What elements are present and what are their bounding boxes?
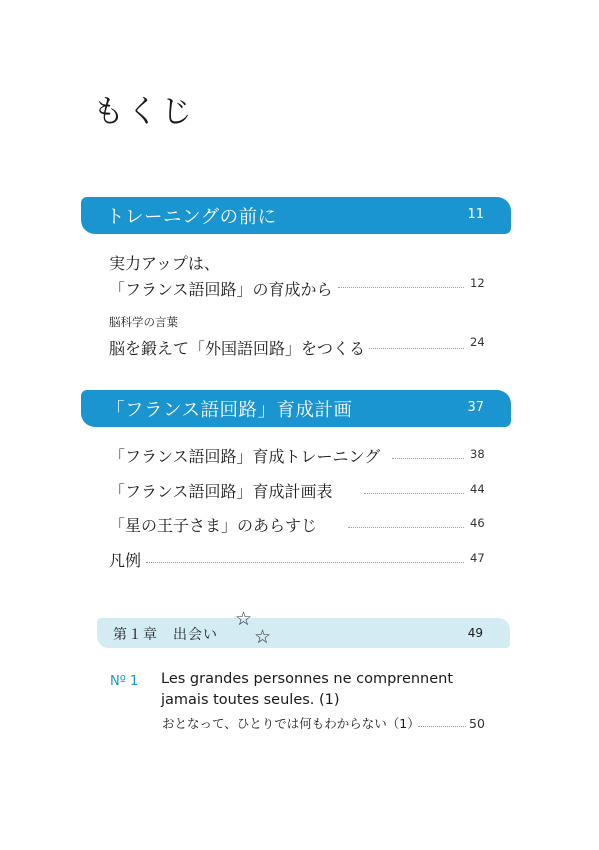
lesson-french-line: Les grandes personnes ne comprennent (161, 671, 454, 687)
lesson-japanese-title: おとなって、ひとりでは何もわからない（1） (162, 716, 420, 731)
toc-page-number: 24 (470, 335, 485, 349)
toc-entry-text: 「フランス語回路」育成トレーニング (109, 447, 384, 466)
star-icon: ☆ (254, 626, 272, 648)
dotted-leader (364, 493, 464, 494)
toc-page-number: 46 (470, 516, 485, 530)
toc-entry-text: 「フランス語回路」育成計画表 (109, 482, 337, 501)
toc-entry-text: 凡例 (109, 551, 145, 570)
section-page-number: 37 (467, 400, 484, 415)
toc-page-number: 38 (470, 447, 485, 461)
section-label: トレーニングの前に (106, 207, 277, 228)
dotted-leader (338, 287, 464, 288)
toc-entry-line1: 実力アップは、 (109, 251, 483, 274)
toc-entry[interactable] (109, 513, 483, 536)
section-header-before-training[interactable] (81, 197, 511, 234)
toc-entry[interactable] (109, 314, 483, 359)
star-icon: ☆ (235, 608, 253, 630)
toc-entry-line2: 「フランス語回路」の育成から (109, 280, 337, 299)
lesson-page-number: 50 (469, 716, 485, 731)
lesson-french-title[interactable] (161, 669, 481, 711)
toc-page-number: 47 (470, 551, 485, 565)
dotted-leader (364, 348, 464, 349)
lesson-number: Nº 1 (110, 674, 139, 689)
toc-entry[interactable] (109, 251, 483, 300)
dotted-leader (348, 527, 464, 528)
chapter-header[interactable] (97, 618, 510, 648)
section-label: 「フランス語回路」育成計画 (106, 400, 353, 421)
toc-entry-text: 「星の王子さま」のあらすじ (109, 516, 321, 535)
toc-page-number: 44 (470, 482, 485, 496)
dotted-leader (418, 726, 466, 727)
chapter-page-number: 49 (467, 626, 483, 640)
dotted-leader (146, 562, 464, 563)
toc-entry-text: 脳を鍛えて「外国語回路」をつくる (109, 339, 369, 358)
toc-page-number: 12 (470, 276, 485, 290)
toc-entry[interactable] (109, 548, 483, 571)
section-page-number: 11 (467, 207, 484, 222)
toc-entry-category: 脳科学の言葉 (109, 315, 178, 329)
lesson-french-line: jamais toutes seules. (1) (161, 692, 340, 708)
page-title: もくじ (93, 94, 195, 130)
dotted-leader (392, 458, 464, 459)
section-header-french-circuit-plan[interactable] (81, 390, 511, 427)
toc-entry[interactable] (109, 444, 483, 467)
chapter-label: 第１章 出会い (113, 627, 218, 643)
toc-entry[interactable] (109, 479, 483, 502)
